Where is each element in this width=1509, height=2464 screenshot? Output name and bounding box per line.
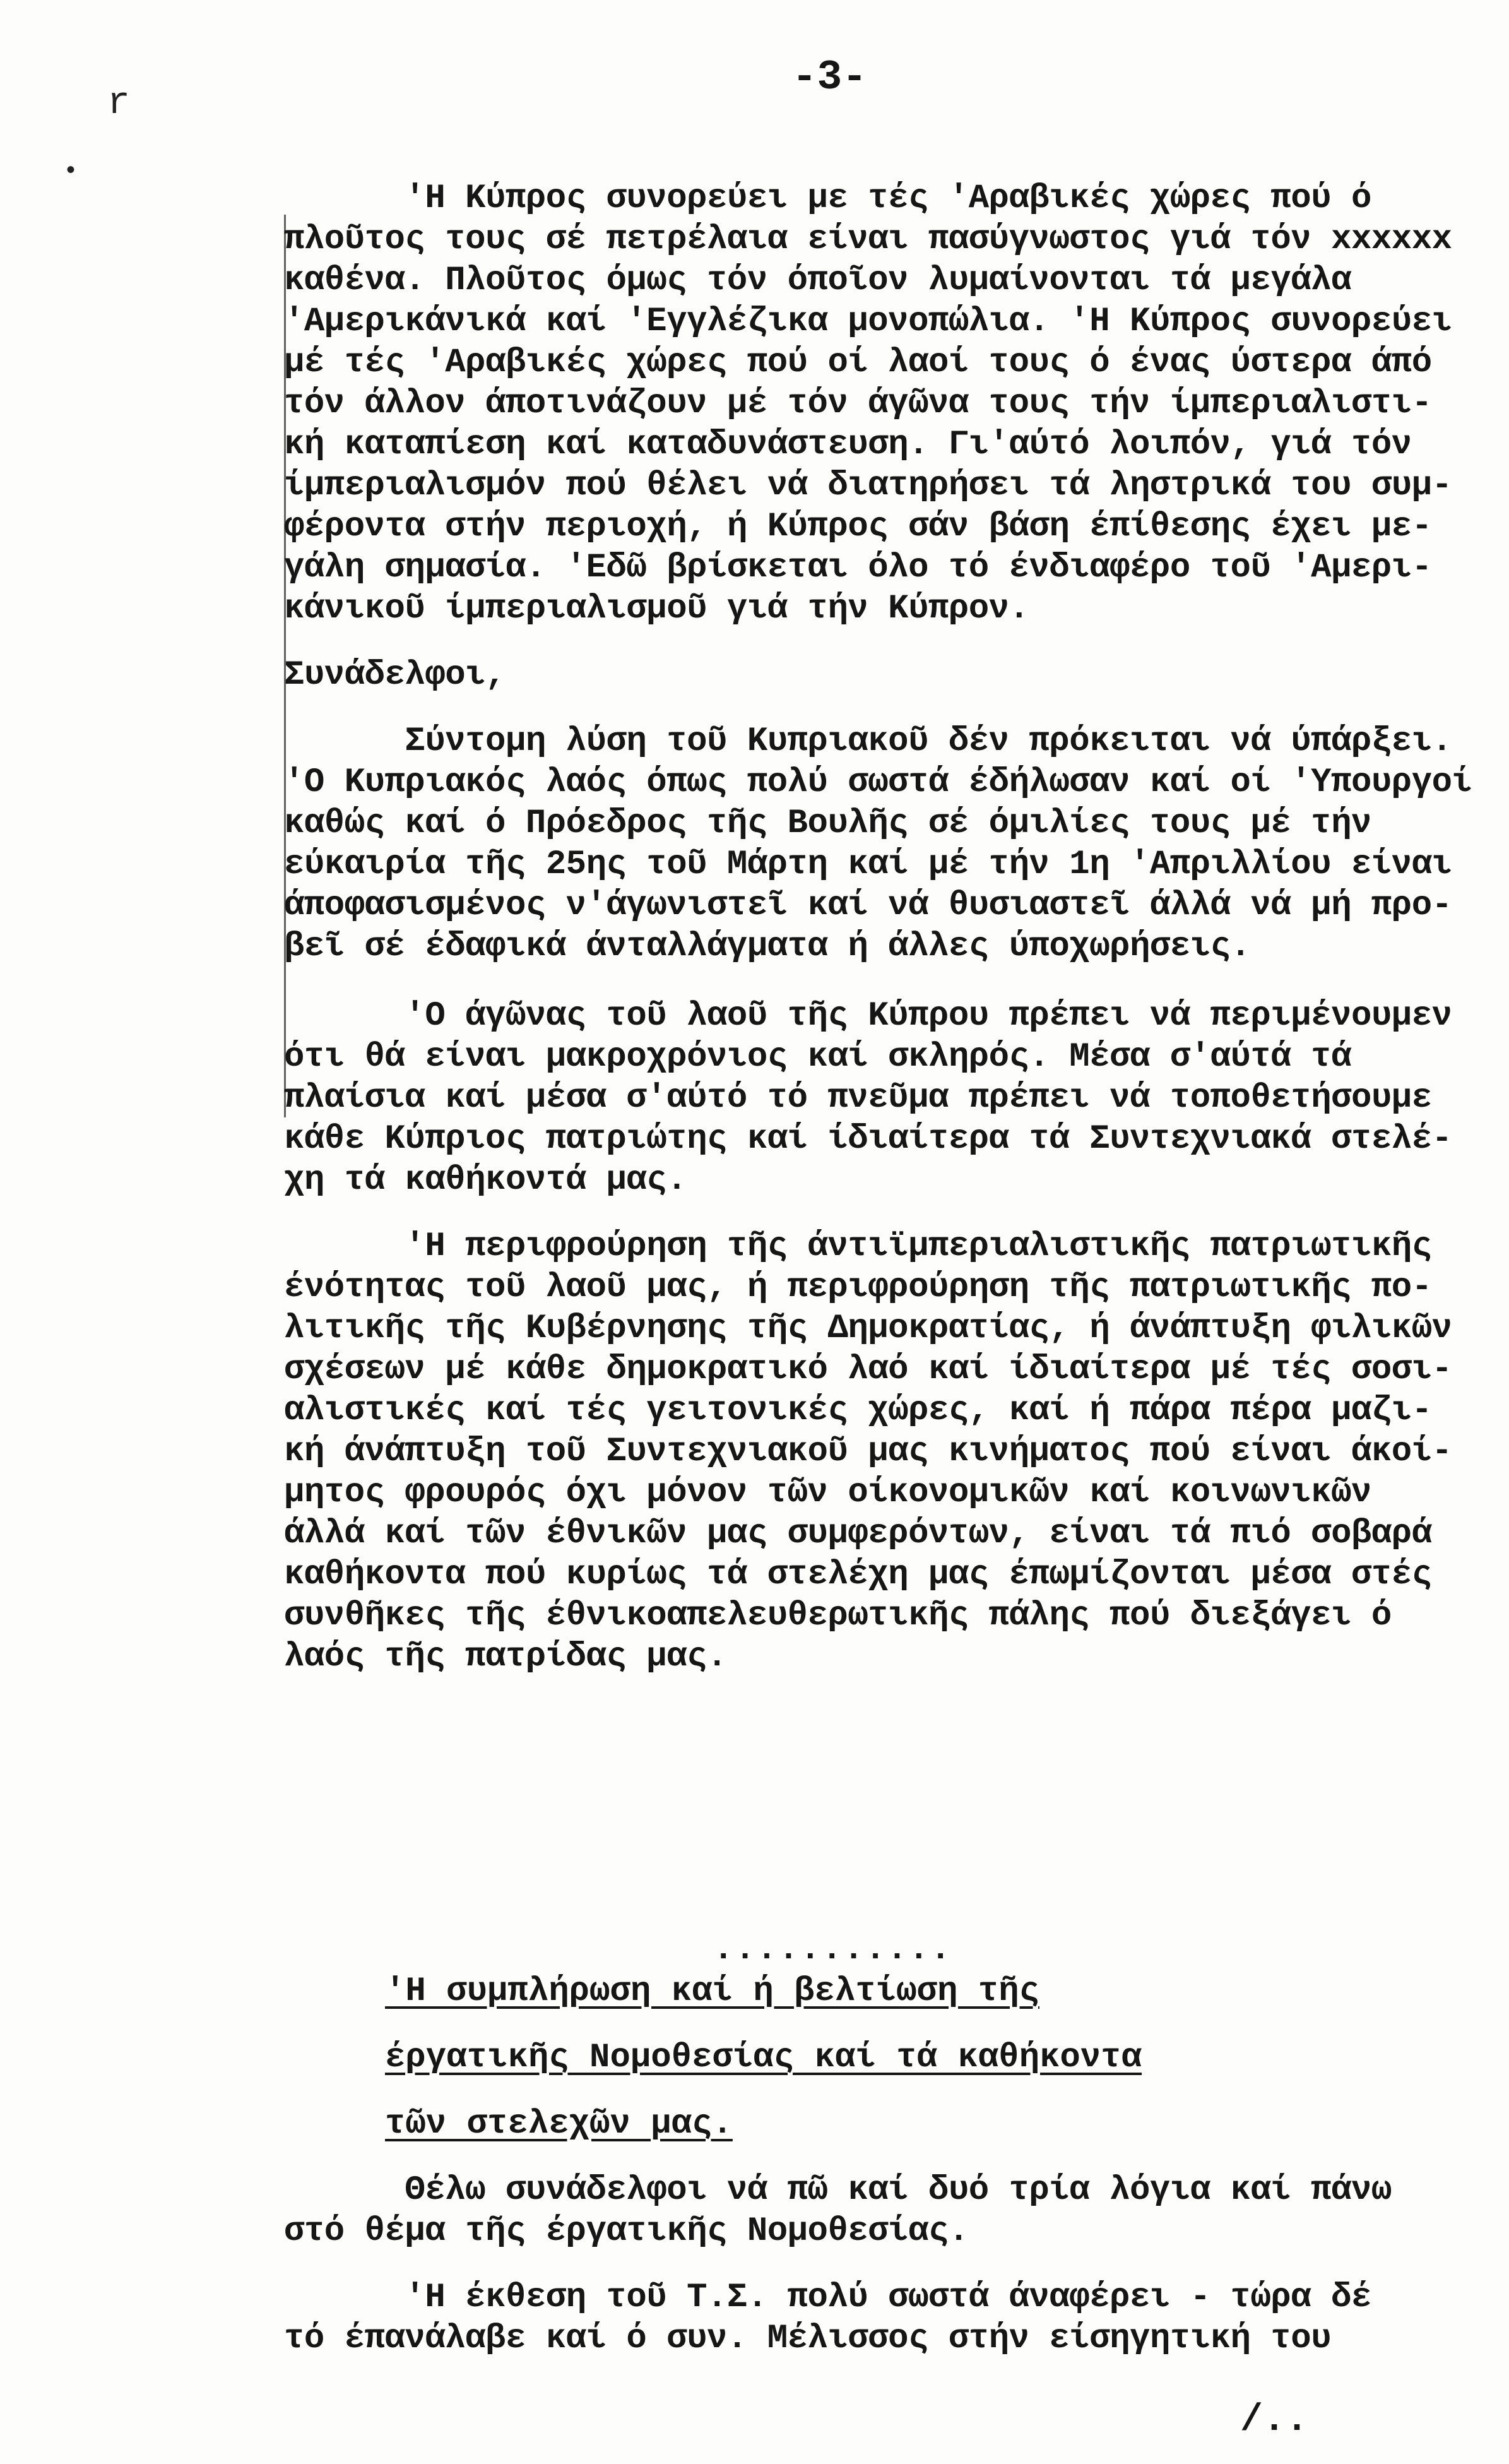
text-line: βεῖ σέ έδαφικά άνταλλάγματα ή άλλες ύποχωρήσεις. — [284, 927, 1251, 966]
heading-line: τῶν στελεχῶν μας. — [385, 2105, 733, 2143]
text-line: κάθε Κύπριος πατριώτης καί ίδιαίτερα τά Συντεχνιακά στελέ- — [284, 1120, 1452, 1158]
section-separator: ........... — [713, 1931, 952, 1969]
text-line: 'Η έκθεση τοῦ Τ.Σ. πολύ σωστά άναφέρει - τώρα δέ — [284, 2278, 1371, 2317]
text-line: μητος φρουρός όχι μόνον τῶν οίκονομικῶν καί κοινωνικῶν — [284, 1473, 1371, 1512]
heading-line: 'Η συμπλήρωση καί ή βελτίωση τῆς — [385, 1972, 1039, 2011]
text-line: κή άνάπτυξη τοῦ Συντεχνιακοῦ μας κινήματος πού είναι άκοί- — [284, 1432, 1452, 1471]
text-line: σχέσεων μέ κάθε δημοκρατικό λαό καί ίδιαίτερα μέ τές σοσι- — [284, 1350, 1452, 1389]
text-line: εύκαιρία τῆς 25ης τοῦ Μάρτη καί μέ τήν 1η 'Απριλλίου είναι — [284, 845, 1452, 884]
text-line: κάνικοῦ ίμπεριαλισμοῦ γιά τήν Κύπρον. — [284, 590, 1029, 628]
text-line: καθένα. Πλοῦτος όμως τόν όποῖον λυμαίνονται τά μεγάλα — [284, 261, 1351, 300]
text-line: ίμπεριαλισμόν πού θέλει νά διατηρήσει τά ληστρικά του συμ- — [284, 467, 1452, 505]
continuation-mark: /.. — [1240, 2399, 1309, 2442]
text-line: φέροντα στήν περιοχή, ή Κύπρος σάν βάση έπίθεσης έχει με- — [284, 508, 1432, 546]
text-line: τό έπανάλαβε καί ό συν. Μέλισσος στήν είσηγητική του — [284, 2319, 1332, 2358]
text-line: συνθῆκες τῆς έθνικοαπελευθερωτικῆς πάλης πού διεξάγει ό — [284, 1597, 1392, 1635]
text-line: γάλη σημασία. 'Εδῶ βρίσκεται όλο τό ένδιαφέρο τοῦ 'Αμερι- — [284, 549, 1432, 587]
text-line: στό θέμα τῆς έργατικῆς Νομοθεσίας. — [284, 2212, 969, 2251]
text-line: αλιστικές καί τές γειτονικές χώρες, καί ή πάρα πέρα μαζι- — [284, 1391, 1432, 1430]
text-line: καθήκοντα πού κυρίως τά στελέχη μας έπωμίζονται μέσα στές — [284, 1556, 1432, 1594]
text-line: ένότητας τοῦ λαοῦ μας, ή περιφρούρηση τῆς πατριωτικῆς πο- — [284, 1268, 1432, 1307]
text-line: Θέλω συνάδελφοι νά πῶ καί δυό τρία λόγια καί πάνω — [284, 2171, 1392, 2210]
text-line: Σύντομη λύση τοῦ Κυπριακοῦ δέν πρόκειται νά ύπάρξει. — [284, 722, 1452, 761]
text-line: τόν άλλον άποτινάζουν μέ τόν άγῶνα τους τήν ίμπεριαλιστι- — [284, 384, 1432, 423]
text-line: λαός τῆς πατρίδας μας. — [284, 1638, 727, 1676]
text-line: 'Η περιφρούρηση τῆς άντιϊμπεριαλιστικῆς πατριωτικῆς — [284, 1227, 1432, 1266]
text-line: άλλά καί τῶν έθνικῶν μας συμφερόντων, είναι τά πιό σοβαρά — [284, 1515, 1432, 1553]
text-line: ότι θά είναι μακροχρόνιος καί σκληρός. Μέσα σ'αύτά τά — [284, 1038, 1351, 1076]
text-line: χη τά καθήκοντά μας. — [284, 1161, 687, 1199]
page-number: -3- — [792, 54, 867, 101]
text-line: πλοῦτος τους σέ πετρέλαια είναι πασύγνωστος γιά τόν xxxxxx — [284, 220, 1452, 259]
text-line: λιτικῆς τῆς Κυβέρνησης τῆς Δημοκρατίας, ή άνάπτυξη φιλικῶν — [284, 1309, 1452, 1348]
heading-line: έργατικῆς Νομοθεσίας καί τά καθήκοντα — [385, 2038, 1142, 2077]
text-line: 'Ο Κυπριακός λαός όπως πολύ σωστά έδήλωσαν καί οί 'Υπουργοί — [284, 763, 1472, 802]
text-line: καθώς καί ό Πρόεδρος τῆς Βουλῆς σέ όμιλίες τους μέ τήν — [284, 804, 1371, 843]
margin-mark: r — [107, 82, 131, 125]
text-line: πλαίσια καί μέσα σ'αύτό τό πνεῦμα πρέπει νά τοποθετήσουμε — [284, 1079, 1432, 1117]
text-line: 'Ο άγῶνας τοῦ λαοῦ τῆς Κύπρου πρέπει νά περιμένουμεν — [284, 997, 1452, 1035]
salutation: Συνάδελφοι, — [284, 656, 506, 694]
margin-mark: • — [63, 158, 79, 186]
text-line: μέ τές 'Αραβικές χώρες πού οί λαοί τους ό ένας ύστερα άπό — [284, 343, 1432, 382]
text-line: 'Η Κύπρος συνορεύει με τές 'Αραβικές χώρες πού ό — [284, 179, 1371, 218]
text-line: 'Αμερικάνικά καί 'Εγγλέζικα μονοπώλια. 'Η Κύπρος συνορεύει — [284, 302, 1452, 341]
text-line: κή καταπίεση καί καταδυνάστευση. Γι'αύτό λοιπόν, γιά τόν — [284, 426, 1412, 464]
text-line: άποφασισμένος ν'άγωνιστεῖ καί νά θυσιαστεῖ άλλά νά μή προ- — [284, 886, 1452, 925]
